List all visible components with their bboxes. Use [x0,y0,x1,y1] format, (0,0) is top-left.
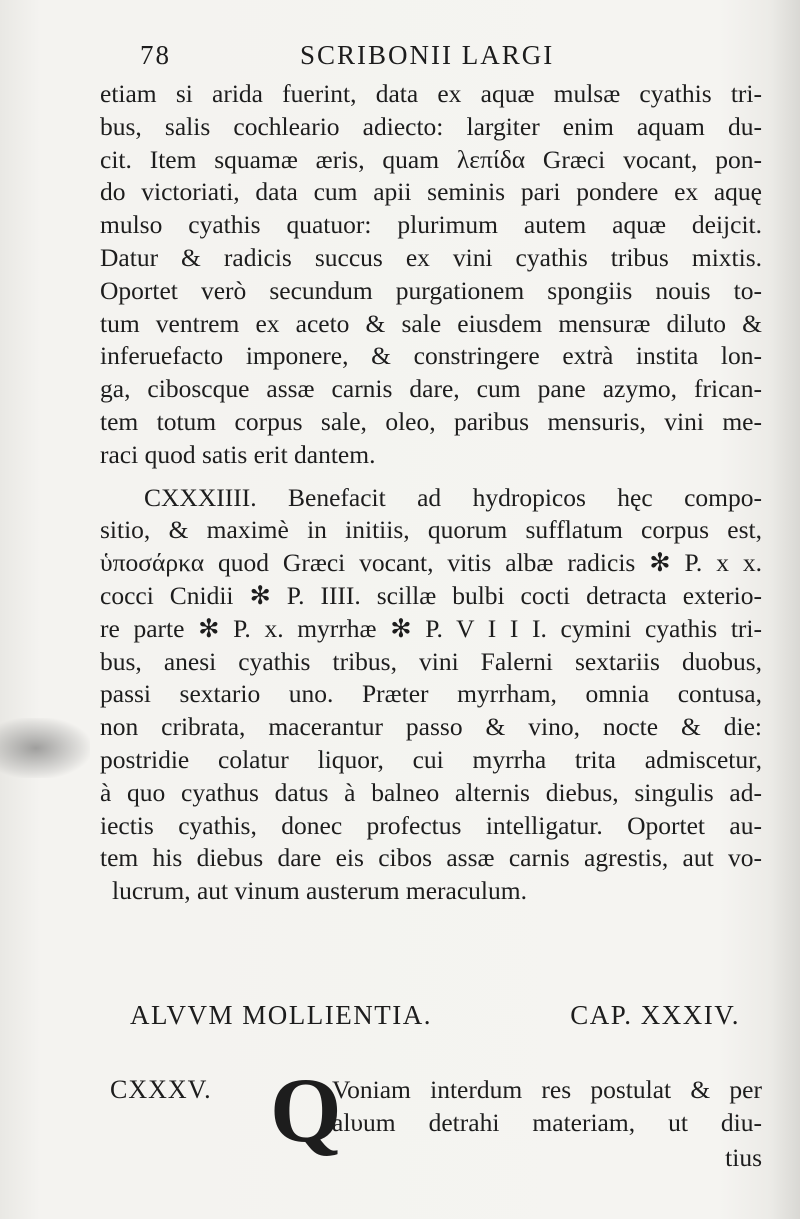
text-line: tius [725,1143,762,1172]
text-line: Voniam interdum res postulat & per [332,1075,762,1104]
text-line: à quo cyathus datus à balneo alternis diebus, singulis ad- [100,777,762,807]
text-line: inferuefacto imponere, & constringere extrà instita lon- [100,341,762,371]
page-header [140,40,760,80]
text-line: tem totum corpus sale, oleo, paribus mensuris, vini me- [100,406,762,436]
text-line: alυum detrahi materiam, ut diu- [332,1108,762,1137]
text-line: Datur & radicis succus ex vini cyathis tribus mixtis. [100,242,762,272]
text-line: ga, ciboscque assæ carnis dare, cum pane azymo, frican- [100,374,762,404]
recipe-number: CXXXV. [110,1075,212,1104]
text-line: postridie colatur liquor, cui myrrha trita admiscetur, [100,744,762,774]
drop-cap: Q [270,1059,342,1161]
text-line: mulso cyathis quatuor: plurimum autem aquæ deijcit. [100,210,762,240]
text-line: tem his diebus dare eis cibos assæ carnis agrestis, aut vo- [100,843,762,873]
running-head: SCRIBONII LARGI [300,40,555,70]
text-line: bus, salis cochleario adiecto: largiter enim aquam du- [100,111,762,141]
text-line: cit. Item squamæ æris, quam λεπίδα Græci vocant, pon- [100,144,762,174]
text-line: bus, anesi cyathis tribus, vini Falerni sextariis duobus, [100,646,762,676]
text-line: raci quod satis erit dantem. [100,439,376,469]
text-line: do victoriati, data cum apii seminis pari pondere ex aquę [100,177,762,207]
ink-smudge [0,718,90,778]
text-line: tum ventrem ex aceto & sale eiusdem mensuræ diluto & [100,308,762,338]
text-line: CXXXIIII. Benefacit ad hydropicos hęc compo- [144,482,762,512]
section-title: ALVVM MOLLIENTIA. [130,1000,432,1030]
text-line: passi sextario uno. Præter myrrham, omnia contusa, [100,679,762,709]
final-paragraph [110,1059,762,1190]
text-line: non cribrata, macerantur passo & vino, nocte & die: [100,712,762,742]
text-line: etiam si arida fuerint, data ex aquæ mulsæ cyathis tri- [100,79,762,108]
text-line: ὑποσάρκα quod Græci vocant, vitis albæ radicis ✻ P. x x. [100,548,762,578]
text-line: lucrum, aut vinum austerum meraculum. [112,876,527,906]
text-line: iectis cyathis, donec profectus intelligatur. Oportet au- [100,810,762,840]
text-line: cocci Cnidii ✻ P. IIII. scillæ bulbi cocti detracta exterio- [100,580,762,610]
chapter-label: CAP. XXXIV. [570,1000,740,1030]
text-line: Oportet verò secundum purgationem spongiis nouis to- [100,275,762,305]
text-line: re parte ✻ P. x. myrrhæ ✻ P. V I I I. cymini cyathis tri- [100,613,762,643]
page-number: 78 [140,40,171,70]
main-text [100,78,762,908]
text-line: sitio, & maximè in initiis, quorum sufflatum corpus est, [100,515,762,545]
